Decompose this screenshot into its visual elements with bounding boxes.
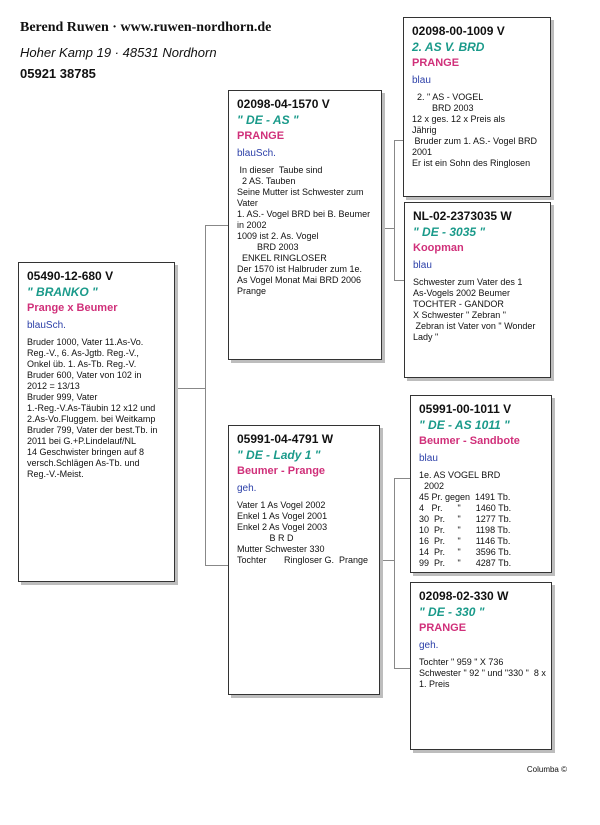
note-line: ENKEL RINGLOSER (237, 253, 327, 263)
note-line: 2 AS. Tauben (237, 176, 296, 186)
pigeon-color: geh. (237, 483, 257, 494)
pigeon-name: " DE - 3035 " (413, 225, 486, 239)
pigeon-name: 2. AS V. BRD (412, 40, 485, 54)
breeder-line: Koopman (413, 242, 464, 254)
pigeon-color: geh. (419, 640, 439, 651)
note-line: Prange (237, 286, 267, 296)
note-line: B R D (237, 533, 294, 543)
breeder-phone: 05921 38785 (20, 66, 96, 81)
note-line: 1.-Reg.-V.As-Täubin 12 x12 und (27, 403, 156, 413)
pedigree-notes (419, 657, 546, 690)
pedigree-notes (419, 470, 543, 569)
pigeon-card-dam (228, 425, 380, 695)
note-line: 2002 (419, 481, 445, 491)
note-line: Bruder 600, Vater von 102 in (27, 370, 142, 380)
note-line: 2011 bei G.+P.Lindelauf/NL (27, 436, 137, 446)
connector-dam (205, 565, 228, 566)
note-line: Der 1570 ist Halbruder zum 1e. (237, 264, 363, 274)
note-line: 10 Pr. " 1198 Tb. (419, 525, 511, 535)
note-line: Tochter Ringloser G. Prange (237, 555, 369, 565)
note-line: in 2002 (237, 220, 267, 230)
connector-sd (394, 280, 404, 281)
note-line: Bruder 999, Vater (27, 392, 98, 402)
note-line: 1. Preis (419, 679, 450, 689)
note-line: 99 Pr. " 4287 Tb. (419, 558, 512, 568)
ring-number: 05991-00-1011 V (419, 402, 512, 416)
note-line: 2.As-Vo.Fluggem. bei Weitkamp (27, 414, 156, 424)
note-line: Er ist ein Sohn des Ringlosen (412, 158, 531, 168)
ring-number: 05490-12-680 V (27, 269, 114, 283)
note-line: 12 x ges. 12 x Preis als (412, 114, 506, 124)
breeder-line: PRANGE (237, 130, 285, 142)
note-line: Jährig (412, 125, 437, 135)
pigeon-card-dam-sire (410, 395, 552, 573)
note-line: Bruder zum 1. AS.- Vogel BRD (412, 136, 538, 146)
note-line: Bruder 1000, Vater 11.As-Vo. (27, 337, 144, 347)
copyright-notice: Columba © (526, 765, 567, 774)
connector-dd (394, 668, 410, 669)
pigeon-color: blauSch. (27, 320, 66, 331)
pigeon-color: blauSch. (237, 148, 276, 159)
note-line: Enkel 2 As Vogel 2003 (237, 522, 328, 532)
ring-number: 02098-00-1009 V (412, 24, 505, 38)
connector-sire-vertical (394, 140, 395, 280)
note-line: 14 Pr. " 3596 Tb. (419, 547, 512, 557)
pigeon-card-main (18, 262, 175, 582)
ring-number: 02098-04-1570 V (237, 97, 330, 111)
pigeon-card-sire (228, 90, 382, 360)
connector-ds (394, 478, 410, 479)
note-line: Reg.-V., 6. As-Jgtb. Reg.-V., (27, 348, 139, 358)
note-line: TOCHTER - GANDOR (413, 299, 504, 309)
note-line: 1e. AS VOGEL BRD (419, 470, 501, 480)
note-line: Reg.-V.-Meist. (27, 469, 84, 479)
connector-dam-out (380, 560, 394, 561)
note-line: As-Vogels 2002 Beumer (413, 288, 511, 298)
pigeon-name: " DE - AS " (237, 113, 299, 127)
note-line: 45 Pr. gegen 1491 Tb. (419, 492, 511, 502)
connector-main (175, 388, 205, 389)
connector-dam-vertical (394, 478, 395, 668)
pigeon-card-sire-dam (404, 202, 551, 378)
breeder-address: Hoher Kamp 19 · 48531 Nordhorn (20, 45, 217, 60)
connector-sire-out (382, 228, 394, 229)
pigeon-name: " DE - Lady 1 " (237, 448, 321, 462)
note-line: 2012 = 13/13 (27, 381, 80, 391)
connector-main-vertical (205, 225, 206, 565)
breeder-line: PRANGE (419, 622, 467, 634)
note-line: Onkel üb. 1. As-Tb. Reg.-V. (27, 359, 137, 369)
note-line: As Vogel Monat Mai BRD 2006 (237, 275, 362, 285)
note-line: 1009 ist 2. As. Vogel (237, 231, 319, 241)
note-line: versch.Schlägen As-Tb. und (27, 458, 140, 468)
note-line: Vater (237, 198, 258, 208)
note-line: In dieser Taube sind (237, 165, 323, 175)
ring-number: 05991-04-4791 W (237, 432, 334, 446)
pigeon-color: blau (413, 260, 432, 271)
pigeon-name: " BRANKO " (27, 285, 98, 299)
note-line: 30 Pr. " 1277 Tb. (419, 514, 512, 524)
pigeon-card-dam-dam (410, 582, 552, 750)
note-line: Schwester zum Vater des 1 (413, 277, 523, 287)
note-line: 2. " AS - VOGEL (412, 92, 484, 102)
note-line: 1. AS.- Vogel BRD bei B. Beumer (237, 209, 371, 219)
connector-ss (394, 140, 403, 141)
breeder-name-website: Berend Ruwen · www.ruwen-nordhorn.de (20, 20, 272, 35)
note-line: BRD 2003 (237, 242, 299, 252)
note-line: Tochter " 959 " X 736 (419, 657, 504, 667)
pedigree-notes (27, 337, 166, 480)
ring-number: 02098-02-330 W (419, 589, 509, 603)
pedigree-notes (237, 500, 371, 566)
note-line: Vater 1 As Vogel 2002 (237, 500, 326, 510)
pigeon-color: blau (412, 75, 431, 86)
pigeon-name: " DE - AS 1011 " (419, 418, 510, 432)
note-line: X Schwester " Zebran " (413, 310, 506, 320)
note-line: Mutter Schwester 330 (237, 544, 325, 554)
note-line: 14 Geschwister bringen auf 8 (27, 447, 145, 457)
pedigree-notes (237, 165, 373, 297)
pigeon-card-sire-sire (403, 17, 551, 197)
pigeon-name: " DE - 330 " (419, 605, 485, 619)
breeder-line: PRANGE (412, 57, 460, 69)
breeder-line: Beumer - Sandbote (419, 435, 520, 447)
note-line: 2001 (412, 147, 433, 157)
note-line: Zebran ist Vater von " Wonder (413, 321, 536, 331)
pedigree-notes (412, 92, 542, 169)
note-line: 4 Pr. " 1460 Tb. (419, 503, 512, 513)
note-line: Enkel 1 As Vogel 2001 (237, 511, 328, 521)
note-line: Schwester " 92 " und "330 " 8 x (419, 668, 546, 678)
connector-sire (205, 225, 228, 226)
note-line: Bruder 799, Vater der best.Tb. in (27, 425, 158, 435)
breeder-line: Prange x Beumer (27, 302, 118, 314)
note-line: BRD 2003 (412, 103, 474, 113)
ring-number: NL-02-2373035 W (413, 209, 512, 223)
breeder-line: Beumer - Prange (237, 465, 326, 477)
breeder-header (20, 20, 271, 81)
pedigree-notes (413, 277, 542, 343)
note-line: Lady " (413, 332, 439, 342)
note-line: Seine Mutter ist Schwester zum (237, 187, 364, 197)
pigeon-color: blau (419, 453, 438, 464)
note-line: 16 Pr. " 1146 Tb. (419, 536, 511, 546)
